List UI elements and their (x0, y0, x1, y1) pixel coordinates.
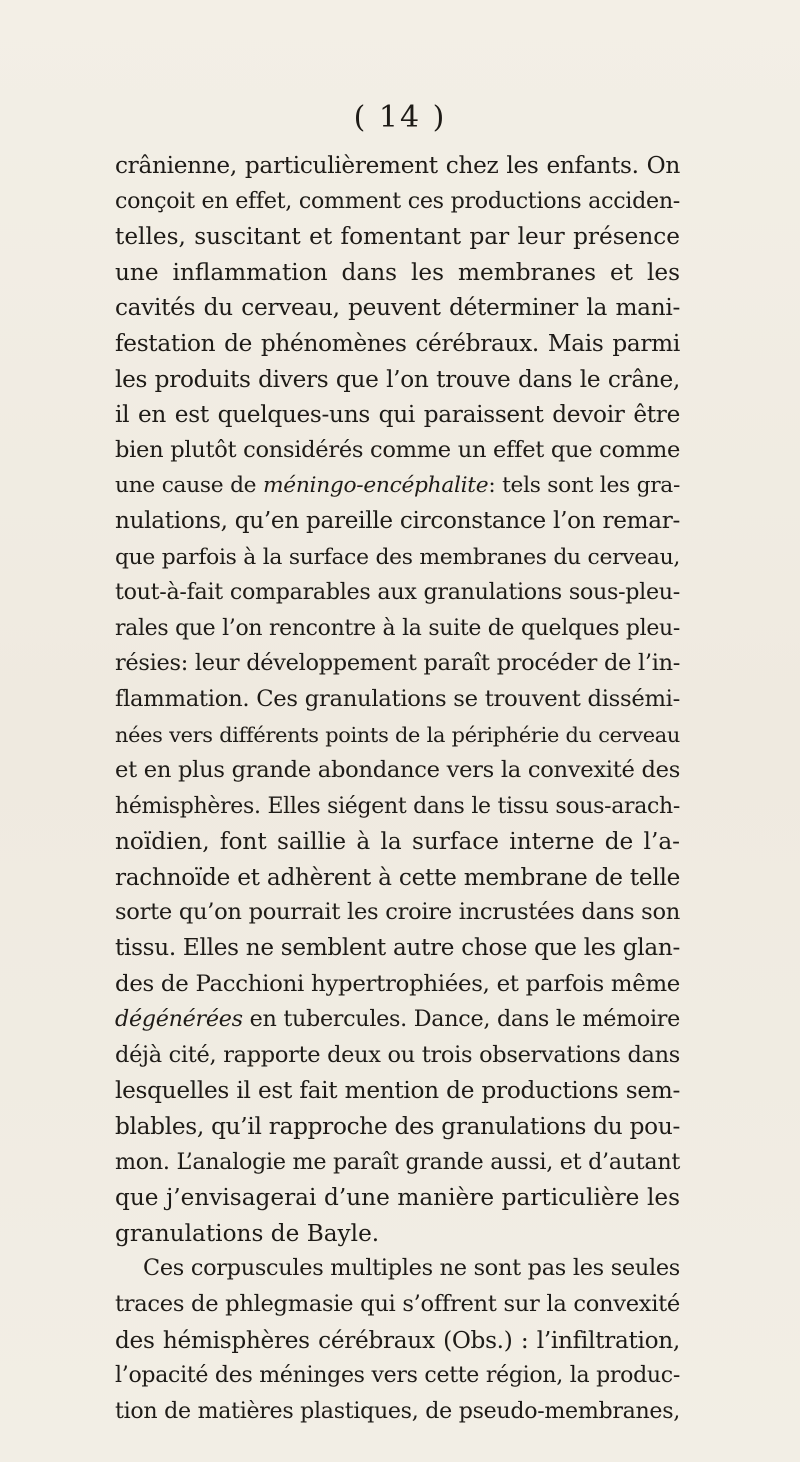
text-line: nées vers différents points de la périphérie du cerveau (115, 722, 680, 747)
text-line: que parfois à la surface des membranes du cerveau, (115, 544, 680, 570)
text-line: des hémisphères cérébraux (Obs.) : l’infiltration, (115, 1326, 680, 1354)
text-line: les produits divers que l’on trouve dans le crâne, (115, 365, 680, 393)
italic-term: dégénérées (115, 1006, 243, 1033)
text-line: conçoit en effet, comment ces productions acciden- (115, 187, 680, 214)
text-line: rachnoïde et adhèrent à cette membrane de telle (115, 863, 680, 891)
text-line: noïdien, font saillie à la surface interne de l’a- (115, 828, 680, 856)
text-line: hémisphères. Elles siégent dans le tissu sous-arach- (115, 793, 680, 819)
text-line: une inflammation dans les membranes et les (115, 258, 680, 286)
text-line: lesquelles il est fait mention de productions sem- (115, 1077, 680, 1105)
body-text (115, 148, 680, 1429)
text-line: cavités du cerveau, peuvent déterminer la mani- (115, 294, 680, 322)
text-line: mon. L’analogie me paraît grande aussi, et d’autant (115, 1148, 680, 1175)
text-line (115, 1002, 680, 1038)
text-line: granulations de Bayle. (115, 1219, 380, 1247)
text-line: sorte qu’on pourrait les croire incrustées dans son (115, 899, 680, 926)
text-line: déjà cité, rapporte deux ou trois observations dans (115, 1041, 680, 1068)
text-segment: en tubercules. Dance, dans le mémoire (242, 1006, 680, 1033)
text-line: flammation. Ces granulations se trouvent dissémi- (115, 685, 680, 712)
italic-term: méningo-encéphalite (262, 473, 489, 499)
text-line: que j’envisagerai d’une manière particulière les (115, 1184, 680, 1212)
text-line: il en est quelques-uns qui paraissent devoir être (115, 401, 680, 429)
text-line: tout-à-fait comparables aux granulations sous-pleu- (115, 579, 680, 606)
text-line: l’opacité des méninges vers cette région, la produc- (115, 1363, 680, 1389)
text-line: nulations, qu’en pareille circonstance l’on remar- (115, 507, 680, 534)
text-line: crânienne, particulièrement chez les enfants. On (115, 152, 680, 179)
text-line: Ces corpuscules multiples ne sont pas les seules (143, 1255, 680, 1282)
text-line: festation de phénomènes cérébraux. Mais parmi (115, 329, 680, 357)
text-line: bien plutôt considérés comme un effet que comme (115, 436, 680, 463)
text-line: rales que l’on rencontre à la suite de quelques pleu- (115, 615, 680, 641)
text-segment: une cause de (115, 473, 263, 499)
text-line: blables, qu’il rapproche des granulations du pou- (115, 1113, 680, 1141)
text-line: des de Pacchioni hypertrophiées, et parfois même (115, 970, 680, 997)
text-line: traces de phlegmasie qui s’offrent sur la convexité (115, 1291, 680, 1317)
text-line: résies: leur développement paraît procéder de l’in- (115, 650, 680, 677)
page-number: ( 14 ) (353, 100, 447, 135)
text-line: tissu. Elles ne semblent autre chose que les glan- (115, 935, 680, 962)
text-line: tion de matières plastiques, de pseudo-membranes, (115, 1397, 680, 1424)
text-line (115, 468, 680, 504)
text-segment: : tels sont les gra- (488, 473, 681, 499)
text-line: telles, suscitant et fomentant par leur présence (115, 223, 680, 251)
text-line: et en plus grande abondance vers la convexité des (115, 757, 680, 784)
